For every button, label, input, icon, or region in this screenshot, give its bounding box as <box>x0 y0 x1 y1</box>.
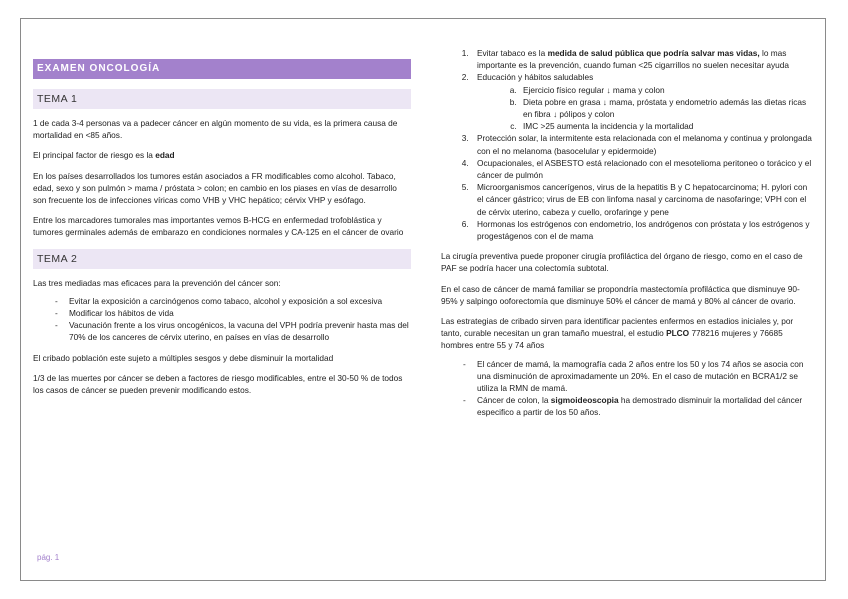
right-column <box>441 47 813 419</box>
list-item: 5. Microorganismos cancerígenos, virus de la hepatitis B y C hepatocarcinoma; H. pylori con el cáncer gástrico; virus de EB con linfoma nasal y carcinoma de nasofaringe; VPH con el de cérvix uterino, cabeza y cuello, orofaringe y pene <box>471 181 813 218</box>
screening-list <box>441 358 813 419</box>
page-number: pág. 1 <box>37 553 60 562</box>
text-run: El principal factor de riesgo es la <box>33 150 156 161</box>
bold-text: medida de salud pública que podría salvar mas vidas, <box>547 48 760 58</box>
text-run: Educación y hábitos saludables <box>477 72 594 83</box>
paragraph: La cirugía preventiva puede proponer cirugía profiláctica del órgano de riesgo, como en el caso de PAF se podría hacer una colectomía subtotal. <box>441 251 803 274</box>
paragraph: En el caso de cáncer de mamá familiar se propondría mastectomía profiláctica que disminuye 90-95% y salpingo ooforectomía que disminuye 50% el cáncer de mamá y 80% al cáncer de ovario. <box>441 283 800 306</box>
sub-list-item: b. Dieta pobre en grasa ↓ mama, próstata y endometrio además las dietas ricas en fibra ↓ pólipos y colon <box>519 96 813 120</box>
sub-list-item: c. IMC >25 aumenta la incidencia y la mortalidad <box>519 120 813 132</box>
list-item: 3. Protección solar, la intermitente esta relacionada con el melanoma y continua y prolongada con el no melanoma (basocelular y epidermoide) <box>471 132 813 156</box>
sub-list-item: a. Ejercicio físico regular ↓ mama y colon <box>519 84 813 96</box>
list-item: - Evitar la exposición a carcinógenos como tabaco, alcohol y exposición a sol excesiva <box>55 295 411 307</box>
list-item: 6. Hormonas los estrógenos con endometrio, los andrógenos con próstata y los estrógenos y progestágenos con el de mama <box>471 218 813 242</box>
paragraph: Las tres mediadas mas eficaces para la prevención del cáncer son: <box>33 277 281 288</box>
sub-list <box>477 84 813 133</box>
list-item: - Modificar los hábitos de vida <box>55 307 411 319</box>
list-item <box>471 47 813 71</box>
paragraph: 1 de cada 3-4 personas va a padecer cáncer en algún momento de su vida, es la primera causa de mortalidad en <85 años. <box>33 118 398 141</box>
paragraph: 1/3 de las muertes por cáncer se deben a factores de riesgo modificables, entre el 30-50 % de todos los casos de cáncer se pueden prevenir modificando estos. <box>33 372 403 396</box>
paragraph <box>33 149 411 161</box>
text-run: ha demostrado disminuir la mortalidad del cáncer especifico a partir de los 50 años. <box>477 395 803 418</box>
exam-title-banner: EXAMEN ONCOLOGÍA <box>33 59 411 79</box>
section-header-tema-2: TEMA 2 <box>33 249 411 269</box>
bold-text: edad <box>155 150 175 161</box>
bold-text: sigmoideoscopia <box>550 395 619 406</box>
text-run: Las estrategias de cribado sirven para identificar pacientes enfermos en estadios iniciales y, por tanto, curable necesitan un gran tamaño muestral, el estudio <box>441 316 794 339</box>
paragraph: El cribado población este sujeto a múltiples sesgos y debe disminuir la mortalidad <box>33 352 334 363</box>
text-run: Cáncer de colon, la <box>477 395 551 406</box>
paragraph <box>441 315 813 352</box>
list-item: - Vacunación frente a los virus oncogénicos, la vacuna del VPH podría prevenir hasta mas del 70% de los canceres de cérvix uterino, en países en vías de desarrollo <box>55 319 411 343</box>
list-item <box>471 71 813 132</box>
numbered-list <box>441 47 813 242</box>
paragraph: En los países desarrollados los tumores están asociados a FR modificables como alcohol. Tabaco, edad, sexo y son pulmón > mama / próstata > colon; en cambio en los piases en vías de desarrollo son frecuente los de infecciones víricas como VHB y VHC hepático; cérvix VHP y esófago. <box>33 170 397 206</box>
left-column <box>33 59 411 396</box>
paragraph: Entre los marcadores tumorales mas importantes vemos B-HCG en enfermedad trofoblástica y tumores germinales además de embarazo en condiciones normales y CA-125 en el cáncer de ovario <box>33 215 404 238</box>
prevention-list <box>33 295 411 344</box>
document-page <box>20 18 826 581</box>
bold-text: PLCO <box>666 328 690 339</box>
text-run: lo mas importante es la prevención, cuando fuman <25 cigarrillos no suelen necesitar ayuda <box>477 48 790 71</box>
list-item: 4. Ocupacionales, el ASBESTO está relacionado con el mesotelioma peritoneo o torácico y el cáncer de pulmón <box>471 157 813 181</box>
list-item: - El cáncer de mamá, la mamografía cada 2 años entre los 50 y los 74 años se asocia con una disminución de aproximadamente un 20%. En el caso de mutación en BCRA1/2 se utiliza la RMN de mamá. <box>463 358 813 395</box>
list-item <box>463 394 813 418</box>
section-header-tema-1: TEMA 1 <box>33 89 411 109</box>
text-run: 778216 mujeres y 76685 hombres entre 55 y 74 años <box>441 328 783 351</box>
text-run: Evitar tabaco es la <box>477 48 548 58</box>
